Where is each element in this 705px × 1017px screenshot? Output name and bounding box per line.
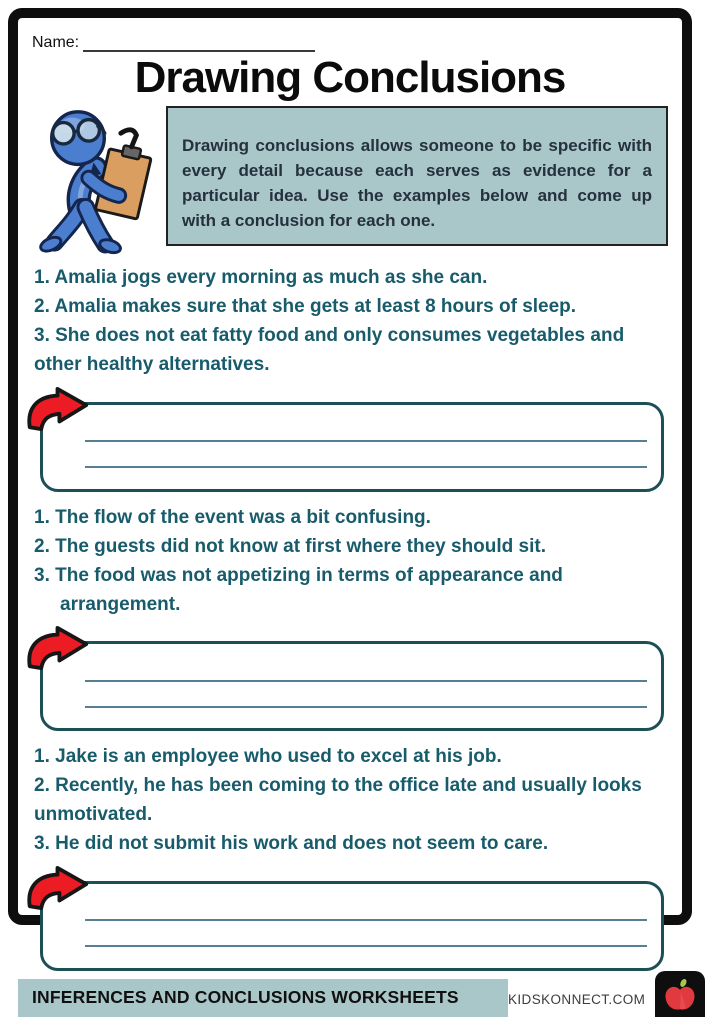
answer-area-1 [40, 402, 664, 492]
answer-line[interactable] [85, 945, 647, 947]
answer-box[interactable] [40, 641, 664, 731]
footer-series-bar [18, 979, 508, 1017]
clue-item: 2. Recently, he has been coming to the office late and usually looks unmotivated. [34, 775, 642, 826]
apple-logo-icon [655, 971, 705, 1017]
intro-row [30, 106, 670, 252]
name-label: Name: [32, 34, 80, 51]
clue-item: 3. She does not eat fatty food and only consumes vegetables and other healthy alternatives. [34, 325, 625, 376]
answer-area-2 [40, 641, 664, 731]
footer-series-title: INFERENCES AND CONCLUSIONS WORKSHEETS [32, 987, 459, 1008]
answer-line[interactable] [85, 919, 647, 921]
footer [18, 971, 682, 1017]
clue-list-2 [34, 504, 670, 620]
intro-text: Drawing conclusions allows someone to be specific with every detail because each serves as evidence for a particular idea. Use the examples below and come up with a conclusion for each one. [182, 136, 652, 231]
worksheet-page [8, 8, 692, 1008]
answer-area-3 [40, 881, 664, 971]
person-clipboard-illustration [32, 106, 160, 252]
name-row [32, 28, 670, 52]
clue-item: 2. Amalia makes sure that she gets at least 8 hours of sleep. [34, 296, 577, 318]
clue-list-3 [34, 743, 670, 859]
brand-text: KIDSKONNECT.COM [508, 991, 646, 1007]
clue-item: 1. The flow of the event was a bit confusing. [34, 506, 431, 528]
answer-line[interactable] [85, 680, 647, 682]
clue-item: 3. The food was not appetizing in terms of appearance and arrangement. [34, 564, 563, 615]
red-arrow-icon [23, 864, 115, 912]
answer-box[interactable] [40, 402, 664, 492]
clue-list-1 [34, 264, 670, 380]
red-arrow-icon [23, 385, 115, 433]
red-arrow-icon [23, 624, 115, 672]
answer-line[interactable] [85, 440, 647, 442]
page-title: Drawing Conclusions [134, 53, 566, 102]
clue-item: 3. He did not submit his work and does not seem to care. [34, 833, 549, 855]
answer-line[interactable] [85, 466, 647, 468]
intro-box [166, 106, 668, 246]
clue-item: 2. The guests did not know at first where they should sit. [34, 535, 547, 557]
clue-item: 1. Amalia jogs every morning as much as she can. [34, 267, 488, 289]
name-input-line[interactable] [83, 32, 315, 52]
answer-box[interactable] [40, 881, 664, 971]
clue-item: 1. Jake is an employee who used to excel at his job. [34, 746, 502, 768]
answer-line[interactable] [85, 706, 647, 708]
